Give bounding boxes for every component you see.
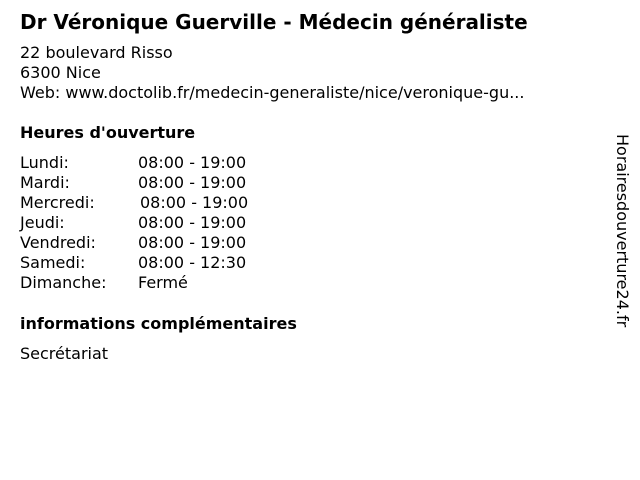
hours-time: 08:00 - 19:00 (138, 233, 247, 252)
hours-time: Fermé (138, 273, 188, 292)
hours-time: 08:00 - 19:00 (138, 173, 247, 192)
hours-time: 08:00 - 19:00 (140, 193, 249, 212)
additional-info-text: Secrétariat (20, 344, 109, 363)
address-city: 6300 Nice (20, 63, 101, 82)
opening-hours-heading: Heures d'ouverture (20, 123, 196, 142)
hours-row-friday (20, 233, 320, 253)
hours-time: 08:00 - 19:00 (138, 153, 247, 172)
hours-day: Mercredi: (20, 193, 95, 212)
hours-day: Dimanche: (20, 273, 107, 292)
site-watermark: Horairesdouverture24.fr (613, 134, 632, 328)
hours-day: Jeudi: (20, 213, 65, 232)
address-street: 22 boulevard Risso (20, 43, 173, 62)
hours-day: Samedi: (20, 253, 86, 272)
hours-time: 08:00 - 12:30 (138, 253, 247, 272)
hours-row-saturday (20, 253, 320, 273)
additional-info-heading: informations complémentaires (20, 314, 297, 333)
website-link[interactable]: Web: www.doctolib.fr/medecin-generaliste/nice/veronique-gu... (20, 83, 525, 102)
hours-row-monday (20, 153, 320, 173)
hours-time: 08:00 - 19:00 (138, 213, 247, 232)
hours-row-wednesday (20, 193, 320, 213)
hours-day: Vendredi: (20, 233, 96, 252)
hours-row-thursday (20, 213, 320, 233)
hours-row-tuesday (20, 173, 320, 193)
page-title: Dr Véronique Guerville - Médecin généraliste (20, 10, 528, 34)
hours-day: Mardi: (20, 173, 70, 192)
hours-day: Lundi: (20, 153, 69, 172)
hours-row-sunday (20, 273, 320, 293)
